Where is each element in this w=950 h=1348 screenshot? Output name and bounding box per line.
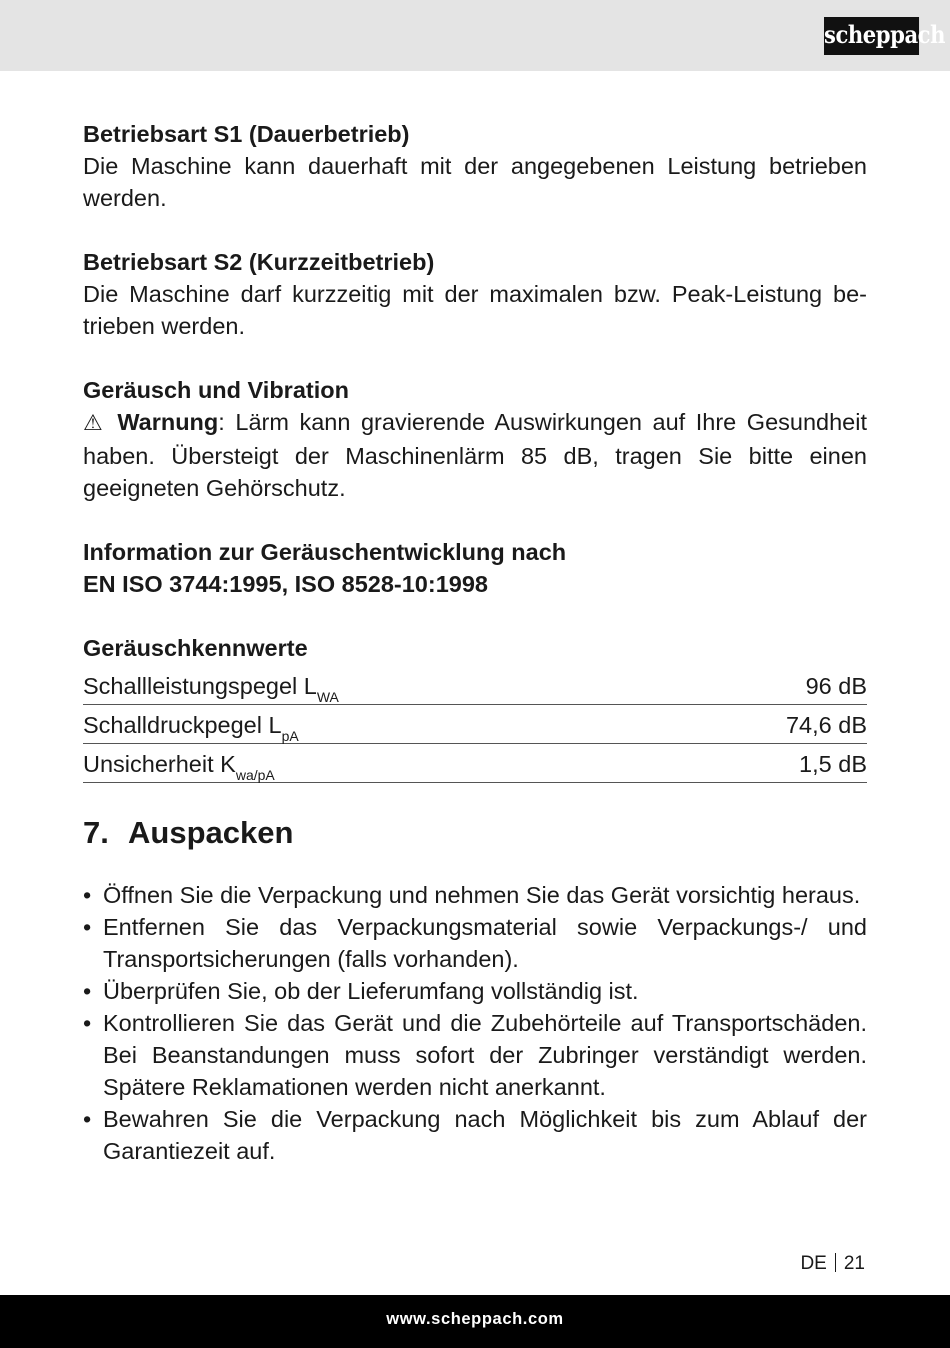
warning-label: Warnung (117, 409, 219, 435)
row-label: Schallleistungspegel $L_{WA}$ (83, 673, 339, 705)
table-row (83, 744, 867, 783)
section-7-heading (83, 813, 867, 853)
row-label: Unsicherheit $K_{wa/pA}$ (83, 751, 275, 783)
list-item: • Öffnen Sie die Verpackung und nehmen Sie das Gerät vorsichtig heraus. (83, 879, 867, 911)
s1-text: Die Maschine kann dauerhaft mit der angegebenen Leistung betrieben werden. (83, 153, 867, 211)
noise-values-table (83, 666, 867, 783)
header-bar (0, 0, 950, 71)
list-item: • Kontrollieren Sie das Gerät und die Zubehörteile auf Transportschäden. Bei Beanstandungen muss sofort der Zubringer verständigt werden. Spätere Reklamationen werden nicht anerkannt. (83, 1007, 867, 1103)
noise-warning-paragraph (83, 406, 867, 504)
noise-heading: Geräusch und Vibration (83, 377, 349, 403)
section-number: 7. (83, 815, 109, 850)
footer-bar (0, 1295, 950, 1348)
values-heading: Geräuschkennwerte (83, 635, 308, 661)
warning-text: : Lärm kann gravierende Auswirkungen auf Ihre Gesundheit haben. Übersteigt der Maschinenlärm 85 dB, tragen Sie bitte einen geeigneten Gehörschutz. (83, 409, 868, 501)
info-heading-line1: Information zur Geräuschentwicklung nach (83, 539, 567, 565)
page-number-divider (835, 1253, 836, 1272)
page-number-value: 21 (843, 1253, 865, 1274)
table-row (83, 666, 867, 705)
s2-text: Die Maschine darf kurzzeitig mit der maximalen bzw. Peak-Leistung betrieben werden. (83, 281, 867, 339)
unpacking-list (83, 879, 867, 1167)
list-item: • Entfernen Sie das Verpackungsmaterial sowie Verpackungs-/ und Transportsicherungen (falls vorhanden). (83, 911, 867, 975)
page-number (800, 1252, 865, 1276)
row-value: 96 dB (805, 673, 867, 699)
brand-logo: scheppach (824, 17, 919, 55)
row-value: 1,5 dB (799, 751, 867, 777)
list-item: • Überprüfen Sie, ob der Lieferumfang vollständig ist. (83, 975, 867, 1007)
row-label: Schalldruckpegel $L_{pA}$ (83, 712, 299, 744)
website-url: www.scheppach.com (386, 1310, 564, 1328)
s1-heading: Betriebsart S1 (Dauerbetrieb) (83, 121, 410, 147)
row-value: 74,6 dB (785, 712, 867, 738)
list-item: • Bewahren Sie die Verpackung nach Möglichkeit bis zum Ablauf der Garantiezeit auf. (83, 1103, 867, 1167)
language-code: DE (800, 1253, 827, 1274)
warning-icon: ⚠ (83, 411, 107, 436)
page-content (83, 118, 867, 1167)
info-heading-line2: EN ISO 3744:1995, ISO 8528-10:1998 (83, 571, 488, 597)
s2-heading: Betriebsart S2 (Kurzzeitbetrieb) (83, 249, 435, 275)
section-title: Auspacken (128, 815, 294, 850)
table-row (83, 705, 867, 744)
